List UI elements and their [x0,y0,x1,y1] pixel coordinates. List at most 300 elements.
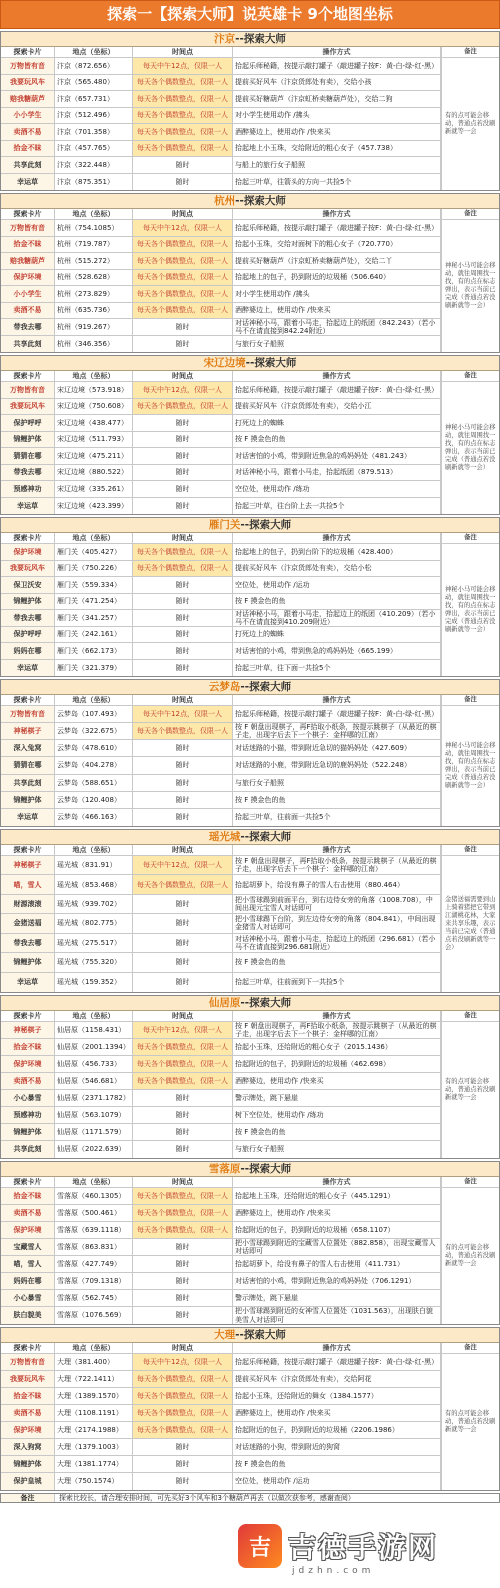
cell-card: 宝藏雪人 [1,1239,55,1255]
cell-location: 宋辽边境（475.211） [55,448,133,464]
map-section [0,193,500,353]
cell-location: 瑶光城（802.775） [55,914,133,932]
section-city: 雁门关 [208,519,241,531]
cell-location: 大理（381.400） [55,1354,133,1370]
cell-location: 云梦岛（107.493） [55,706,133,722]
table-row [1,237,441,254]
section-title [1,518,499,533]
cell-time: 随时 [133,792,233,808]
footer-text: 探索比较长，请合理安排时间，可先买好3个风车和3个糖葫芦再去（以做次获参考，感谢查阅） [59,1494,355,1502]
table-row [1,481,441,498]
section-suffix: --探索大师 [240,831,292,843]
cell-location: 瑶光城（159.352） [55,973,133,992]
table-row [1,1056,441,1073]
cell-card: 拾金不昧 [1,1039,55,1055]
cell-time: 每天各个偶数整点，仅限一人 [133,875,233,893]
section-title [1,830,499,845]
cell-method: 提前买好风车（汴京货郎处有卖），交给小松 [233,561,441,577]
cell-card: 深入兔窝 [1,740,55,756]
header-notes: 备注 [441,695,499,706]
table-header [1,47,441,58]
cell-method: 对话迷路的小狗，带到附近的狗窝 [233,1439,441,1455]
table-row [1,1388,441,1405]
cell-card: 锦鲤护体 [1,792,55,808]
section-title [1,1328,499,1343]
cell-time: 随时 [133,498,233,515]
cell-method: 酒醉婆边，使用动作 /快来买 [233,1073,441,1089]
cell-time: 每天各个偶数整点，仅限一人 [133,1056,233,1072]
table-row [1,895,441,914]
header-notes: 备注 [441,47,499,58]
section-suffix: --探索大师 [240,997,292,1009]
table-row [1,1039,441,1056]
cell-card: 幸运草 [1,809,55,826]
cell-location: 雪落原（500.461） [55,1205,133,1221]
cell-time: 随时 [133,1290,233,1306]
header-location: 地点（坐标） [55,695,133,705]
table-row [1,723,441,740]
cell-card: 万物皆有音 [1,382,55,398]
table-row [1,1439,441,1456]
header-time: 时间点 [133,533,233,543]
cell-time: 随时 [133,415,233,431]
cell-time: 随时 [133,740,233,756]
cell-time: 每天中午12点，仅限一人 [133,856,233,874]
cell-location: 雁门关（750.226） [55,561,133,577]
map-section [0,517,500,677]
table-row [1,775,441,792]
cell-card: 保护环境 [1,270,55,286]
cell-card: 保护环境 [1,544,55,560]
cell-location: 仙居原（1171.579） [55,1124,133,1140]
cell-card: 我要玩风车 [1,561,55,577]
cell-location: 雁门关（471.254） [55,594,133,610]
cell-location: 雪落原（709.1318） [55,1273,133,1289]
cell-time: 随时 [133,577,233,593]
cell-method: 拾起地上的包子，扔到附近的垃圾桶（506.640） [233,270,441,286]
cell-location: 宋辽边境（423.399） [55,498,133,515]
cell-method: 对话害怕的小鸡，带到附近焦急的鸡妈妈处（481.243） [233,448,441,464]
table-row [1,610,441,627]
cell-location: 大理（1389.1570） [55,1388,133,1404]
cell-method: 提前买好风车（汴京货郎处有卖），交给阿花 [233,1371,441,1387]
cell-time: 每天各个偶数整点，仅限一人 [133,561,233,577]
section-title [1,32,499,47]
cell-time: 随时 [133,610,233,626]
cell-location: 瑶光城（831.91） [55,856,133,874]
cell-method: 拾起三叶草，往前面一共捡5个 [233,809,441,826]
section-note: 有的点可能会移动，普通点若没刷新就等一会 [441,1188,499,1324]
table-row [1,1405,441,1422]
cell-method: 对小学生使用动作 /拂头 [233,108,441,124]
cell-card: 卖酒不易 [1,1205,55,1221]
section-note: 金猪送福需要到山上骑着猪把它带到江湖桃花林，大家来共享乐趣，表示当前已完成（普通点若没刷新就等一会） [441,856,499,992]
cell-card: 保护环境 [1,1056,55,1072]
header-notes: 备注 [441,371,499,382]
cell-time: 每天各个偶数整点，仅限一人 [133,286,233,302]
cell-location: 杭州（528.628） [55,270,133,286]
cell-method: 与旅行女子船照 [233,336,441,353]
cell-time: 每天各个偶数整点，仅限一人 [133,1388,233,1404]
cell-method: 拾起地上玉珠，还给附近的粗心女子（445.1291） [233,1188,441,1204]
table-row [1,740,441,757]
cell-card: 共享此刻 [1,1141,55,1158]
table-row [1,75,441,92]
section-title [1,356,499,371]
header-location: 地点（坐标） [55,209,133,219]
cell-time: 每天各个偶数整点，仅限一人 [133,1405,233,1421]
cell-method: 警示牌处，跳下悬崖 [233,1090,441,1106]
cell-time: 随时 [133,973,233,992]
cell-card: 万物皆有音 [1,706,55,722]
cell-card: 锦鲤护体 [1,432,55,448]
cell-location: 雪落原（562.745） [55,1290,133,1306]
header-location: 地点（坐标） [55,47,133,57]
cell-time: 随时 [133,336,233,353]
cell-time: 每天各个偶数整点，仅限一人 [133,723,233,739]
cell-card: 保护环境 [1,1222,55,1238]
cell-card: 带我去哪 [1,934,55,952]
map-section [0,679,500,827]
cell-method: 树下空位处，使用动作 /练功 [233,1107,441,1123]
header-card: 探索卡片 [1,1343,55,1353]
cell-method: 对话害怕的小鸡，带到焦急的鸡妈妈处（665.199） [233,643,441,659]
cell-method: 酒醉婆边上，使用动作 /快来买 [233,303,441,319]
cell-card: 万物皆有音 [1,220,55,236]
section-note: 神秘小马可能会移动，就往周围找一找，有的点在标志弹出，表示当前已完成（普通点若没刷新就等一会） [441,706,499,826]
section-suffix: --探索大师 [235,33,286,45]
cell-location: 雁门关（242.161） [55,627,133,643]
cell-method: 对话神秘小马，跟着小马走，拾起纸团（879.513） [233,465,441,481]
cell-location: 仙居原（546.681） [55,1073,133,1089]
header-location: 地点（坐标） [55,533,133,543]
cell-card: 锦鲤护体 [1,1456,55,1472]
cell-method: 拾起地上的包子，扔到台阶下的垃圾桶（428.400） [233,544,441,560]
cell-location: 杭州（719.787） [55,237,133,253]
table-header [1,1177,441,1188]
cell-location: 雪落原（639.1118） [55,1222,133,1238]
section-suffix: --探索大师 [235,195,286,207]
cell-time: 每天各个偶数整点，仅限一人 [133,1205,233,1221]
cell-time: 随时 [133,1256,233,1272]
header-notes: 备注 [441,209,499,220]
cell-method: 拾起乐师秘籍，按提示敲打罐子（敲进罐子按F：黄-白-绿-红-黑） [233,706,441,722]
cell-time: 每天各个偶数整点，仅限一人 [133,544,233,560]
table-row [1,415,441,432]
cell-time: 随时 [133,953,233,971]
cell-card: 预感神功 [1,481,55,497]
cell-method: 拾起胡萝卜，给没有鼻子的雪人右击使用（411.731） [233,1256,441,1272]
cell-method: 按 F 摸金色的鱼 [233,432,441,448]
cell-method: 空位处，使用动作 /运功 [233,577,441,593]
table-row [1,934,441,953]
table-row [1,253,441,270]
cell-location: 汴京（875.351） [55,174,133,191]
cell-location: 云梦岛（466.163） [55,809,133,826]
cell-location: 杭州（754.1085） [55,220,133,236]
table-row [1,1371,441,1388]
cell-time: 随时 [133,1307,233,1324]
cell-time: 随时 [133,1107,233,1123]
header-method: 操作方式 [233,1343,441,1353]
section-title [1,996,499,1011]
header-location: 地点（坐标） [55,1343,133,1353]
table-row [1,336,441,353]
cell-location: 宋辽边境（438.477） [55,415,133,431]
cell-location: 云梦岛（120.408） [55,792,133,808]
cell-method: 把小雪球踢到前面平台，到右边侍女旁的角落（1008.708），中间出现元宝雪人对话即可 [233,895,441,913]
header-notes: 备注 [441,1011,499,1022]
header-card: 探索卡片 [1,47,55,57]
header-time: 时间点 [133,209,233,219]
cell-location: 云梦岛（588.651） [55,775,133,791]
cell-card: 喵，雪人 [1,1256,55,1272]
cell-location: 云梦岛（478.610） [55,740,133,756]
cell-time: 随时 [133,1273,233,1289]
cell-card: 带我去哪 [1,465,55,481]
cell-method: 对话神秘小马，跟着小马走，拾起边上的纸团（296.681）（若小马不在请直接到296.681附近） [233,934,441,952]
cell-time: 随时 [133,775,233,791]
cell-location: 雪落原（427.749） [55,1256,133,1272]
cell-location: 汴京（657.731） [55,91,133,107]
section-city: 杭州 [214,195,236,207]
header-time: 时间点 [133,47,233,57]
map-section [0,829,500,993]
cell-card: 神秘棋子 [1,1022,55,1038]
cell-card: 神秘棋子 [1,856,55,874]
cell-method: 酒醉婆边上，使用动作 /快来买 [233,1205,441,1221]
cell-method: 把小雪球踢下台阶，到左边侍女旁的角落（804.841），中间出现金猪雪人对话即可 [233,914,441,932]
table-header [1,209,441,220]
header-card: 探索卡片 [1,533,55,543]
cell-method: 拾起乐师秘籍，按提示敲打罐子（敲进罐子按F：黄-白-绿-红-黑） [233,1354,441,1370]
section-city: 汴京 [214,33,236,45]
cell-card: 财源滚滚 [1,895,55,913]
header-card: 探索卡片 [1,1177,55,1187]
cell-time: 随时 [133,1124,233,1140]
map-section [0,355,500,515]
cell-method: 拾起小玉珠，还给附近的粗心女子（2015.1436） [233,1039,441,1055]
cell-time: 每天各个偶数整点，仅限一人 [133,124,233,140]
header-time: 时间点 [133,845,233,855]
cell-card: 保卫沃安 [1,577,55,593]
table-row [1,382,441,399]
cell-method: 打死边上的蜘蛛 [233,627,441,643]
table-row [1,91,441,108]
map-section [0,31,500,191]
cell-time: 每天中午12点，仅限一人 [133,220,233,236]
table-row [1,1205,441,1222]
cell-location: 雪落原（460.1305） [55,1188,133,1204]
cell-time: 随时 [133,1456,233,1472]
cell-method: 空位处，使用动作 /运功 [233,1473,441,1490]
cell-time: 每天各个偶数整点，仅限一人 [133,253,233,269]
cell-card: 保护环境 [1,1422,55,1438]
cell-card: 卖酒不易 [1,124,55,140]
footer-row [0,1493,500,1503]
table-row [1,1073,441,1090]
header-method: 操作方式 [233,695,441,705]
table-row [1,1107,441,1124]
table-row [1,1256,441,1273]
cell-location: 宋辽边境（880.522） [55,465,133,481]
cell-card: 妈妈在哪 [1,643,55,659]
watermark-logo-icon: 吉 [238,1524,282,1568]
cell-time: 随时 [133,627,233,643]
cell-method: 提前买好风车（汴京货郎处有卖），交给小孩 [233,75,441,91]
cell-location: 雁门关（341.257） [55,610,133,626]
page-title: 探索一【探索大师】说英雄卡 9个地图坐标 [0,0,500,29]
table-row [1,1290,441,1307]
cell-time: 随时 [133,660,233,677]
cell-method: 按 F 摸金色的鱼 [233,594,441,610]
cell-method: 按 F 朝盘出现棋子，再F拾取小纸条，按提示跳棋子（从最近的棋子走，出现字后去下一个棋子：金样哪的江南） [233,723,441,739]
table-row [1,108,441,125]
cell-time: 每天各个偶数整点，仅限一人 [133,1422,233,1438]
cell-location: 瑶光城（939.702） [55,895,133,913]
cell-time: 每天各个偶数整点，仅限一人 [133,91,233,107]
cell-time: 每天各个偶数整点，仅限一人 [133,75,233,91]
cell-location: 宋辽边境（750.608） [55,399,133,415]
cell-location: 大理（750.1574） [55,1473,133,1490]
header-method: 操作方式 [233,1177,441,1187]
cell-time: 每天中午12点，仅限一人 [133,706,233,722]
cell-location: 汴京（322.448） [55,157,133,173]
cell-card: 卖酒不易 [1,303,55,319]
header-card: 探索卡片 [1,1011,55,1021]
cell-card: 保护皇城 [1,1473,55,1490]
header-method: 操作方式 [233,533,441,543]
section-city: 大理 [214,1329,236,1341]
cell-location: 雪落原（863.831） [55,1239,133,1255]
table-row [1,157,441,174]
header-time: 时间点 [133,1177,233,1187]
cell-method: 把小雪球踢到附近的宝藏雪人位置处（882.858），出现宝藏雪人对话即可 [233,1239,441,1255]
cell-time: 每天各个偶数整点，仅限一人 [133,1188,233,1204]
cell-card: 喵，雪人 [1,875,55,893]
cell-method: 警示牌处，跳下悬崖 [233,1290,441,1306]
cell-time: 每天中午12点，仅限一人 [133,1022,233,1038]
table-row [1,792,441,809]
header-notes: 备注 [441,533,499,544]
header-card: 探索卡片 [1,845,55,855]
cell-time: 每天中午12点，仅限一人 [133,1354,233,1370]
cell-location: 云梦岛（322.675） [55,723,133,739]
table-row [1,577,441,594]
table-row [1,399,441,416]
cell-method: 对话迷路的小猫，带到附近急切的猫妈妈处（427.609） [233,740,441,756]
table-row [1,286,441,303]
table-row [1,856,441,875]
cell-card: 小心暴雪 [1,1090,55,1106]
header-time: 时间点 [133,1343,233,1353]
cell-time: 每天中午12点，仅限一人 [133,58,233,74]
map-section [0,1327,500,1491]
header-time: 时间点 [133,371,233,381]
cell-location: 汴京（512.496） [55,108,133,124]
cell-location: 雁门关（662.173） [55,643,133,659]
cell-card: 锦鲤护体 [1,953,55,971]
section-city: 宋辽边境 [203,357,246,369]
cell-location: 杭州（919.267） [55,319,133,335]
cell-method: 提前买好糖葫芦（汴京虹桥卖糖葫芦处），交给二狗 [233,91,441,107]
header-notes: 备注 [441,1177,499,1188]
cell-time: 每天各个偶数整点，仅限一人 [133,399,233,415]
cell-location: 雁门关（559.334） [55,577,133,593]
section-title [1,194,499,209]
cell-location: 大理（1381.1774） [55,1456,133,1472]
cell-method: 对话神秘小马，跟着小马走，拾起边上的纸团（410.209）（若小马不在请直接到410.209附近） [233,610,441,626]
cell-card: 共享此刻 [1,157,55,173]
cell-time: 随时 [133,914,233,932]
cell-location: 仙居原（456.733） [55,1056,133,1072]
section-suffix: --探索大师 [240,1163,292,1175]
cell-card: 万物皆有音 [1,58,55,74]
cell-location: 宋辽边境（511.793） [55,432,133,448]
table-row [1,220,441,237]
cell-method: 拾起三叶草，往下面一共捡5个 [233,660,441,677]
cell-card: 幸运草 [1,660,55,677]
cell-time: 随时 [133,594,233,610]
cell-card: 猜猜在哪 [1,448,55,464]
cell-method: 提前买好糖葫芦（汴京虹桥卖糖葫芦处），交给二丫 [233,253,441,269]
cell-card: 预感神功 [1,1107,55,1123]
cell-card: 拾金不昧 [1,1188,55,1204]
section-city: 瑶光城 [208,831,241,843]
cell-card: 妈妈在哪 [1,1273,55,1289]
cell-location: 雁门关（405.427） [55,544,133,560]
table-row [1,319,441,336]
cell-time: 随时 [133,432,233,448]
cell-time: 随时 [133,643,233,659]
cell-time: 随时 [133,1439,233,1455]
cell-card: 我要玩风车 [1,75,55,91]
cell-card: 小小学生 [1,286,55,302]
cell-method: 对话迷路的小鹿，带到附近急切的鹿妈妈处（522.248） [233,757,441,773]
header-time: 时间点 [133,1011,233,1021]
cell-location: 瑶光城（755.320） [55,953,133,971]
cell-method: 拾起三叶草，往前面到下一共捡5个 [233,973,441,992]
footer-label: 备注 [1,1494,55,1502]
table-row [1,141,441,158]
table-header [1,1343,441,1354]
cell-card: 幸运草 [1,973,55,992]
cell-method: 对话神秘小马，跟着小马走，拾起边上的纸团（842.243）（若小马不在请直接到842.24附近） [233,319,441,335]
table-row [1,1124,441,1141]
cell-location: 宋辽边境（573.918） [55,382,133,398]
cell-card: 锦鲤护体 [1,594,55,610]
table-header [1,695,441,706]
header-location: 地点（坐标） [55,845,133,855]
section-suffix: --探索大师 [240,681,292,693]
cell-card: 拾金不昧 [1,141,55,157]
cell-location: 瑶光城（275.517） [55,934,133,952]
table-row [1,465,441,482]
cell-method: 拾起三叶草，往台阶上去一共捡5个 [233,498,441,515]
cell-method: 对话害怕的小鸡，带到附近焦急的鸡妈妈处（706.1291） [233,1273,441,1289]
section-note: 有的点可能会移动，普通点若没刷新就等一会 [441,1022,499,1158]
cell-location: 杭州（273.829） [55,286,133,302]
cell-location: 仙居原（2371.1782） [55,1090,133,1106]
cell-method: 按 F 摸金色的鱼 [233,1124,441,1140]
cell-method: 拾起附近的包子，扔到附近的垃圾桶（2206.1986） [233,1422,441,1438]
cell-time: 随时 [133,174,233,191]
section-note: 有的点可能会移动，普通点若没刷新就等一会 [441,58,499,190]
table-row [1,594,441,611]
cell-method: 拾起乐师秘籍，按提示敲打罐子（敲进罐子按F：黄-白-绿-红-黑） [233,220,441,236]
watermark-subtext: jdzhn.com [292,1566,375,1576]
header-location: 地点（坐标） [55,1011,133,1021]
